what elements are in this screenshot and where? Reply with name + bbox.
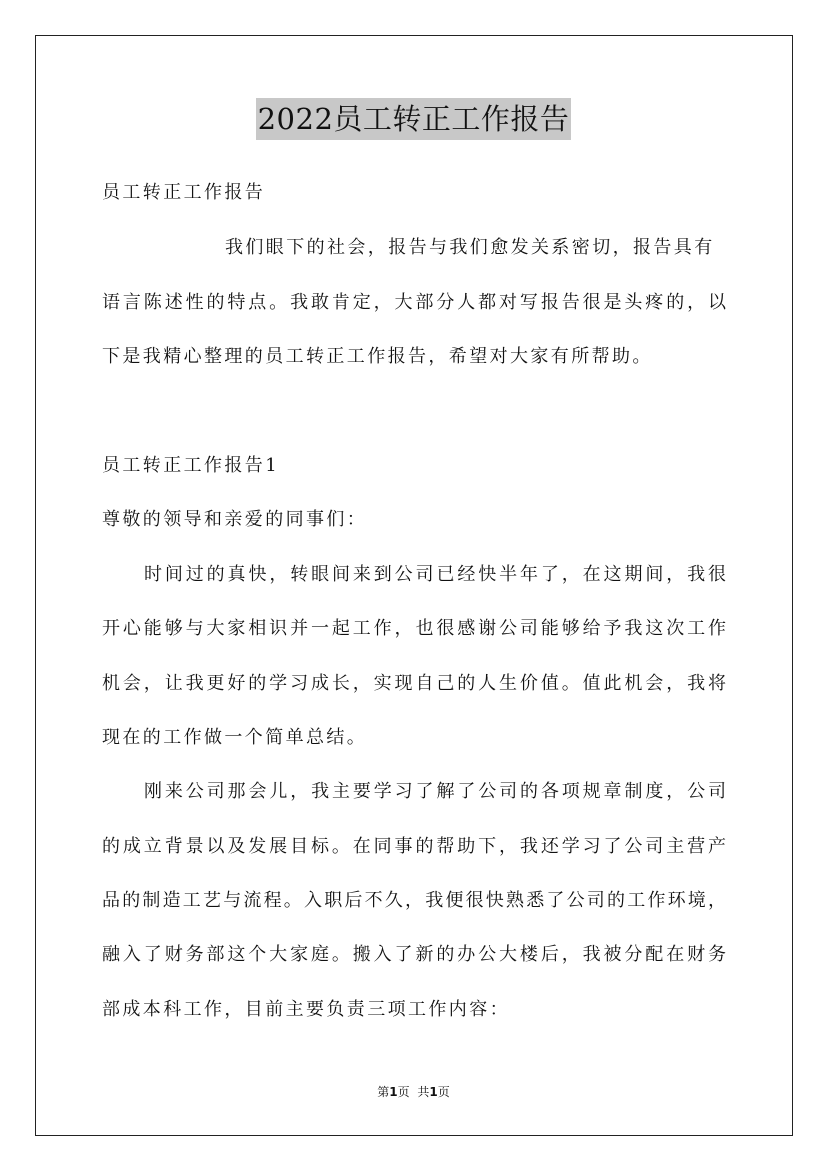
document-title: 2022员工转正工作报告 [256,98,572,140]
footer-page-number: 1 [389,1085,398,1099]
para1-line-2: 开心能够与大家相识并一起工作，也很感谢公司能够给予我这次工作 [102,618,726,639]
para2-line-5: 部成本科工作，目前主要负责三项工作内容： [102,999,510,1020]
footer-page-suffix: 页 [397,1085,410,1099]
salutation: 尊敬的领导和亲爱的同事们： [102,509,368,530]
section-heading: 员工转正工作报告1 [102,455,280,476]
para1-line-3: 机会，让我更好的学习成长，实现自己的人生价值。值此机会，我将 [102,673,726,694]
para2-line-1: 刚来公司那会儿，我主要学习了解了公司的各项规章制度，公司 [144,781,726,802]
para2-line-2: 的成立背景以及发展目标。在同事的帮助下，我还学习了公司主营产 [102,836,726,857]
intro-line-2: 语言陈述性的特点。我敢肯定，大部分人都对写报告很是头疼的，以 [102,292,726,313]
footer-total-suffix: 页 [437,1085,450,1099]
page-footer [0,1084,827,1100]
subtitle: 员工转正工作报告 [102,182,266,203]
intro-line-3: 下是我精心整理的员工转正工作报告，希望对大家有所帮助。 [102,346,653,367]
para2-line-4: 融入了财务部这个大家庭。搬入了新的办公大楼后，我被分配在财务 [102,944,726,965]
para2-line-3: 品的制造工艺与流程。入职后不久，我便很快熟悉了公司的工作环境， [102,890,726,911]
intro-line-1: 我们眼下的社会，报告与我们愈发关系密切，报告具有 [225,237,715,258]
para1-line-4: 现在的工作做一个简单总结。 [102,727,368,748]
title-container [0,98,827,140]
footer-page-prefix: 第 [377,1085,390,1099]
para1-line-1: 时间过的真快，转眼间来到公司已经快半年了，在这期间，我很 [144,564,726,585]
footer-total-number: 1 [429,1085,438,1099]
footer-total-prefix: 共 [417,1085,430,1099]
